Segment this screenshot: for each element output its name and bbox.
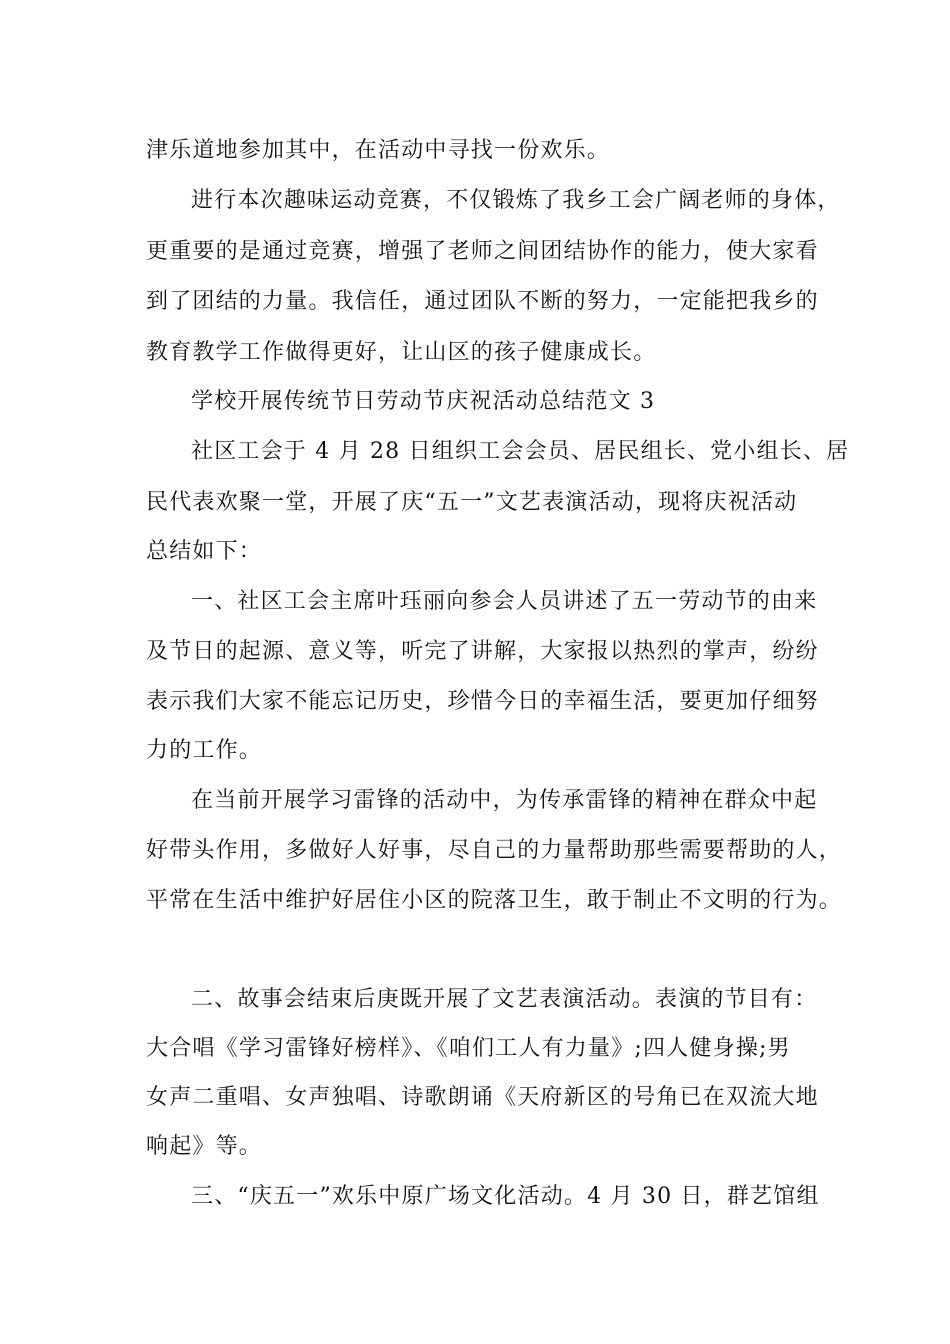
text-line: 教育教学工作做得更好，让山区的孩子健康成长。 xyxy=(146,340,657,365)
text-line: 一、社区工会主席叶珏丽向参会人员讲述了五一劳动节的由来 xyxy=(191,589,818,614)
text-line: 进行本次趣味运动竞赛，不仅锻炼了我乡工会广阔老师的身体， xyxy=(191,188,841,213)
text-line: 及节日的起源、意义等，听完了讲解，大家报以热烈的掌声，纷纷 xyxy=(146,639,819,664)
text-line: 好带头作用，多做好人好事，尽自己的力量帮助那些需要帮助的人， xyxy=(146,838,843,863)
text-line: 表示我们大家不能忘记历史，珍惜今日的幸福生活，要更加仔细努 xyxy=(146,689,819,714)
text-line: 力的工作。 xyxy=(146,738,263,763)
text-line: 平常在生活中维护好居住小区的院落卫生，敢于制止不文明的行为。 xyxy=(146,888,843,913)
text-line: 女声二重唱、女声独唱、诗歌朗诵《天府新区的号角已在双流大地 xyxy=(146,1085,819,1110)
text-line: 响起》等。 xyxy=(146,1134,263,1159)
text-line: 三、“庆五一”欢乐中原广场文化活动。4 月 30 日，群艺馆组 xyxy=(191,1184,820,1209)
text-line: 民代表欢聚一堂，开展了庆“五一”文艺表演活动，现将庆祝活动 xyxy=(146,490,798,515)
text-line: 社区工会于 4 月 28 日组织工会会员、居民组长、党小组长、居 xyxy=(191,439,850,464)
section-heading: 学校开展传统节日劳动节庆祝活动总结范文 3 xyxy=(191,389,656,414)
text-line: 津乐道地参加其中，在活动中寻找一份欢乐。 xyxy=(146,138,611,163)
text-line: 大合唱《学习雷锋好榜样》、《咱们工人有力量》;四人健身操;男 xyxy=(146,1036,791,1061)
text-line: 在当前开展学习雷锋的活动中，为传承雷锋的精神在群众中起 xyxy=(191,788,818,813)
text-line: 总结如下： xyxy=(146,539,263,564)
text-line: 更重要的是通过竞赛，增强了老师之间团结协作的能力，使大家看 xyxy=(146,239,819,264)
text-line: 到了团结的力量。我信任，通过团队不断的努力，一定能把我乡的 xyxy=(146,289,819,314)
text-line: 二、故事会结束后庚既开展了文艺表演活动。表演的节目有： xyxy=(191,987,818,1012)
